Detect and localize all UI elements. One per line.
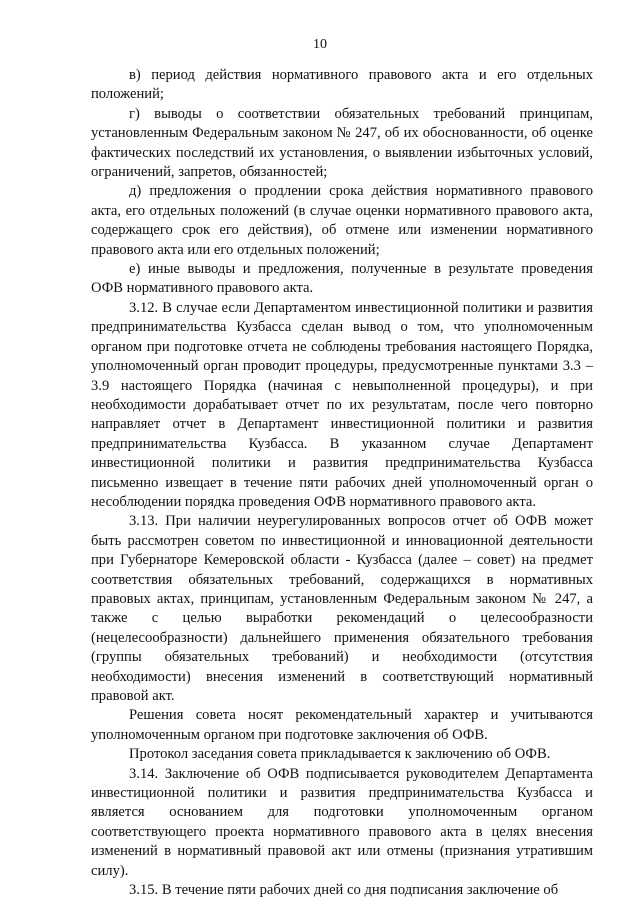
- paragraph-period-of-validity: в) период действия нормативного правового акта и его отдельных положений;: [91, 67, 593, 103]
- paragraph-other-conclusions: е) иные выводы и предложения, полученные в результате проведения ОФВ нормативного правового акта.: [91, 261, 593, 297]
- paragraph-3-15: 3.15. В течение пяти рабочих дней со дня подписания заключение об: [129, 882, 559, 899]
- paragraph-council-decisions: Решения совета носят рекомендательный характер и учитываются уполномоченным органом при подготовке заключения об ОФВ.: [91, 707, 593, 743]
- page-number: 10: [313, 37, 327, 52]
- paragraph-3-13: 3.13. При наличии неурегулированных вопросов отчет об ОФВ может быть рассмотрен советом по инвестиционной и инновационной деятельности при Губернаторе Кемеровской области - Кузбасса (далее – совет) на предмет соответствия обязательных требований, содержащихся в нормативных правовых актах, принципам, установленным Федеральным законом № 247, а также с целью выработки рекомендаций о целесообразности (нецелесообразности) дальнейшего применения обязательного требования (группы обязательных требований) и необходимости (отсутствия необходимости) внесения изменений в соответствующий нормативный правовой акт.: [91, 513, 593, 704]
- paragraph-extension-proposals: д) предложения о продлении срока действия нормативного правового акта, его отдельных положений (в случае оценки нормативного правового акта, содержащего срок его действия), об отмене или изменении нормативного правового акта или его отдельных положений;: [91, 183, 593, 258]
- paragraph-council-protocol: Протокол заседания совета прикладывается к заключению об ОФВ.: [129, 746, 551, 763]
- paragraph-compliance-conclusions: г) выводы о соответствии обязательных требований принципам, установленным Федеральным законом № 247, об их обоснованности, об оценке фактических последствий их установления, о выявлении избыточных условий, ограничений, запретов, обязанностей;: [91, 105, 593, 181]
- paragraph-3-12: 3.12. В случае если Департаментом инвестиционной политики и развития предпринимательства Кузбасса сделан вывод о том, что уполномоченным органом при подготовке отчета не соблюдены требования настоящего Порядка, уполномоченный орган проводит процедуры, предусмотренные пунктами 3.3 – 3.9 настоящего Порядка (начиная с невыполненной процедуры), и при необходимости дорабатывает отчет по их результатам, после чего повторно направляет отчет в Департамент инвестиционной политики и развития предпринимательства Кузбасса. В указанном случае Департамент инвестиционной политики и развития предпринимательства Кузбасса письменно извещает в течение пяти рабочих дней уполномоченный орган о несоблюдении порядка проведения ОФВ нормативного правового акта.: [91, 299, 593, 510]
- document-body: [91, 66, 593, 900]
- paragraph-3-14: 3.14. Заключение об ОФВ подписывается руководителем Департамента инвестиционной политики и развития предпринимательства Кузбасса и является основанием для подготовки уполномоченным органом соответствующего проекта нормативного правового акта в целях внесения изменений в нормативный правовой акт или отмены (признания утратившим силу).: [91, 765, 593, 879]
